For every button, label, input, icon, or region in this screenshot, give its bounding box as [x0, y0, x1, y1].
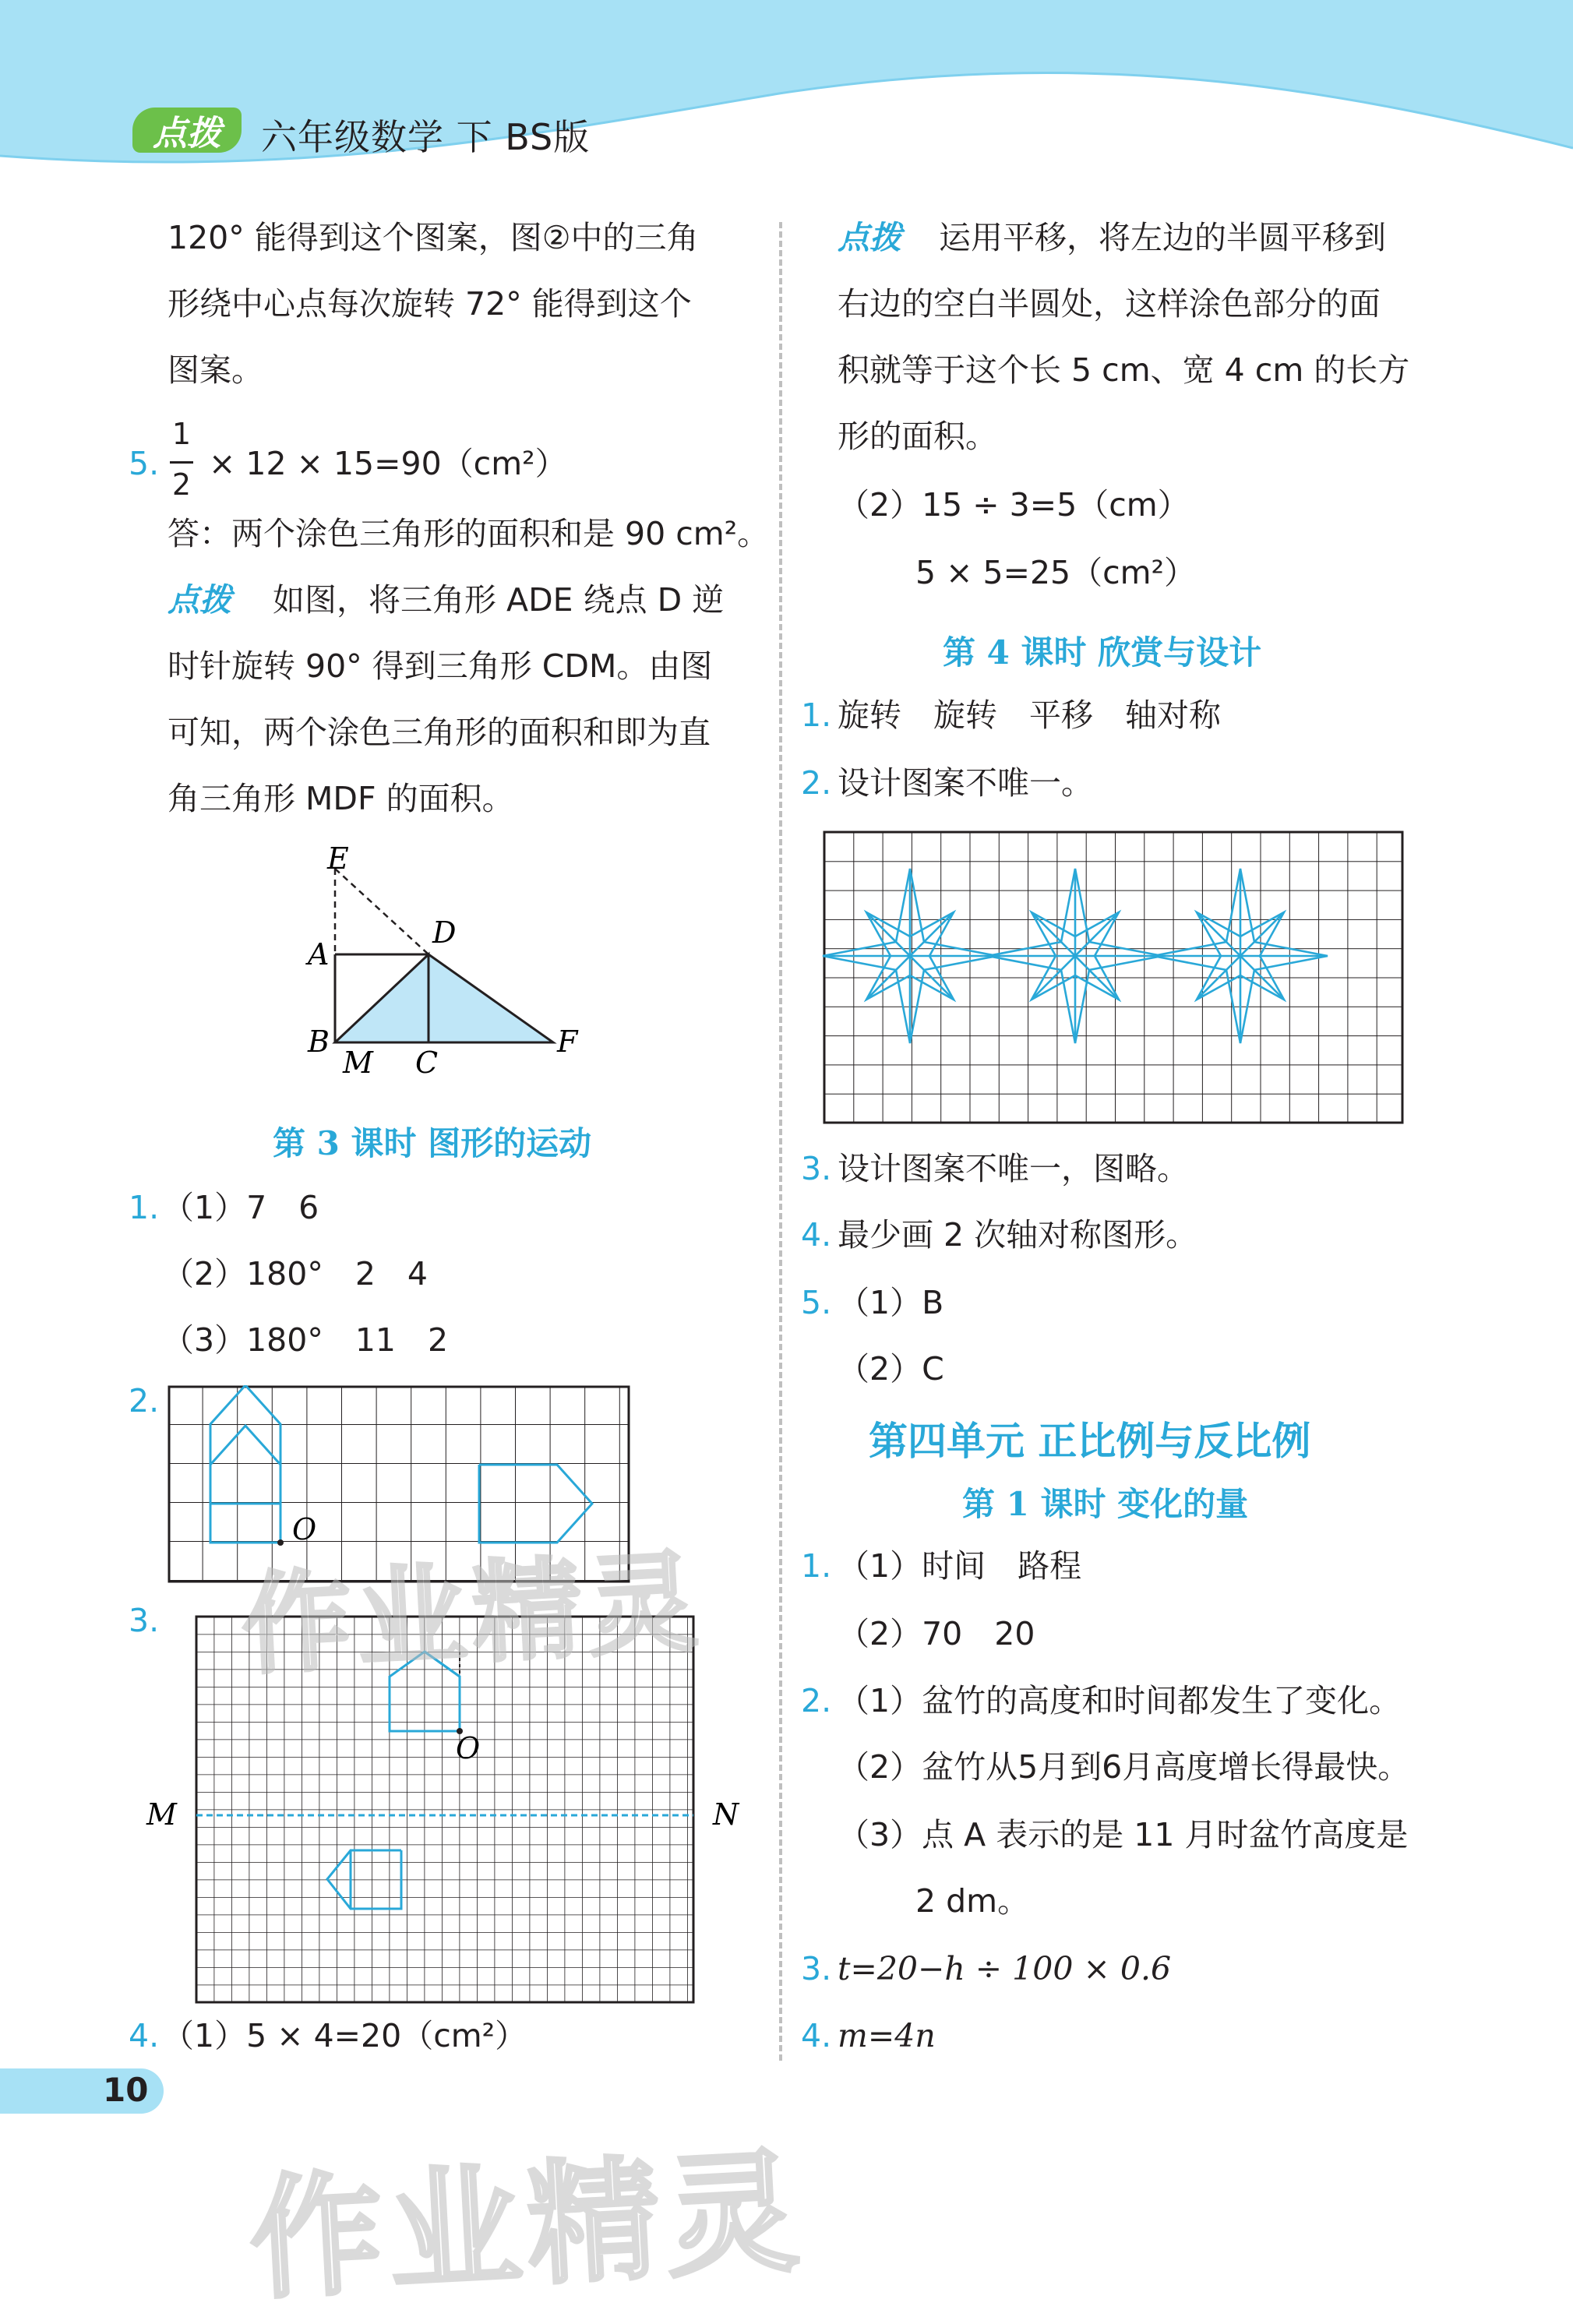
question-number: 2. [801, 1682, 832, 1719]
question-number: 2. [801, 764, 832, 802]
question-number: 4. [801, 1216, 832, 1254]
question-number: 3. [129, 1602, 160, 1639]
fraction-numerator: 1 [171, 417, 192, 451]
tip-line: 如图，将三角形 ADE 绕点 D 逆 [273, 581, 725, 619]
star-pattern-grid [822, 830, 1406, 1126]
answer-line: m=4n [838, 2017, 936, 2054]
answer-line: （1）时间 路程 [838, 1547, 1082, 1585]
brand-logo: 点拨 [132, 108, 242, 153]
q5-expression: × 12 × 15=90（cm²） [209, 445, 567, 482]
label-C: C [415, 1046, 439, 1079]
tip-line: 角三角形 MDF 的面积。 [168, 780, 514, 817]
label-O: O [292, 1512, 317, 1546]
answer-line: 旋转 旋转 平移 轴对称 [838, 696, 1221, 734]
answer-line: 5 × 5=25（cm²） [915, 554, 1197, 591]
column-divider [779, 222, 782, 2061]
answer-line: （1）B [838, 1284, 944, 1321]
answer-line: t=20−h ÷ 100 × 0.6 [838, 1950, 1172, 1987]
unit-title: 第四单元 正比例与反比例 [869, 1419, 1311, 1464]
label-D: D [432, 915, 457, 950]
answer-line: （1）7 6 [162, 1189, 319, 1226]
left-paragraph-line: 图案。 [168, 351, 263, 389]
answer-line: （1）5 × 4=20（cm²） [162, 2017, 527, 2054]
question-number: 1. [801, 696, 832, 734]
watermark: 作业精灵 [238, 1539, 707, 1691]
book-title: 六年级数学 下 BS版 [261, 116, 591, 158]
question-number: 3. [801, 1950, 832, 1987]
label-O: O [456, 1731, 481, 1765]
tip-line: 右边的空白半圆处，这样涂色部分的面 [838, 285, 1381, 323]
answer-line: （3）180° 11 2 [162, 1321, 449, 1359]
fraction-denominator: 2 [171, 467, 192, 502]
question-number: 1. [129, 1189, 160, 1226]
answer-line: 2 dm。 [915, 1882, 1030, 1920]
fraction-bar [170, 461, 193, 464]
question-number: 1. [801, 1547, 832, 1585]
tip-label: 点拨 [838, 219, 901, 256]
answer-line: （2）180° 2 4 [162, 1255, 429, 1292]
header-banner [0, 0, 1573, 187]
lesson-title: 第 1 课时 变化的量 [962, 1485, 1249, 1523]
answer-line: （3）点 A 表示的是 11 月时盆竹高度是 [838, 1816, 1409, 1853]
question-number: 2. [129, 1382, 160, 1419]
question-number: 4. [801, 2017, 832, 2054]
label-E: E [327, 845, 349, 876]
tip-line: 可知，两个涂色三角形的面积和即为直 [168, 714, 711, 751]
label-N: N [713, 1797, 739, 1832]
answer-line: （2）70 20 [838, 1615, 1035, 1652]
tip-label: 点拨 [168, 581, 231, 619]
left-paragraph-line: 120° 能得到这个图案，图②中的三角 [168, 219, 699, 256]
question-number: 3. [801, 1150, 832, 1187]
label-F: F [557, 1024, 578, 1059]
lesson-title: 第 3 课时 图形的运动 [273, 1124, 592, 1162]
label-B: B [308, 1024, 330, 1059]
triangle-figure [296, 845, 592, 1079]
tip-line: 时针旋转 90° 得到三角形 CDM。由图 [168, 647, 713, 685]
lesson-title: 第 4 课时 欣赏与设计 [943, 633, 1262, 672]
label-A: A [308, 937, 330, 972]
question-number: 4. [129, 2017, 160, 2054]
question-number: 5. [801, 1284, 832, 1321]
answer-line: 最少画 2 次轴对称图形。 [838, 1216, 1198, 1254]
answer-line: （1）盆竹的高度和时间都发生了变化。 [838, 1682, 1402, 1719]
answer-line: （2）盆竹从5月到6月高度增长得最快。 [838, 1748, 1410, 1786]
answer-line: （2）15 ÷ 3=5（cm） [838, 486, 1190, 524]
answer-line: 设计图案不唯一，图略。 [838, 1150, 1189, 1187]
label-M: M [146, 1797, 177, 1832]
watermark: 作业精灵 [246, 2135, 809, 2319]
tip-line: 积就等于这个长 5 cm、宽 4 cm 的长方 [838, 351, 1410, 389]
answer-line: （2）C [838, 1350, 944, 1388]
answer-line: 设计图案不唯一。 [838, 764, 1093, 802]
question-number: 5. [129, 445, 160, 482]
q5-answer: 答：两个涂色三角形的面积和是 90 cm²。 [168, 515, 770, 552]
label-M: M [343, 1046, 373, 1079]
tip-line: 形的面积。 [838, 418, 997, 455]
page-number: 10 [103, 2071, 149, 2109]
tip-line: 运用平移，将左边的半圆平移到 [939, 219, 1386, 256]
left-paragraph-line: 形绕中心点每次旋转 72° 能得到这个 [168, 285, 692, 323]
